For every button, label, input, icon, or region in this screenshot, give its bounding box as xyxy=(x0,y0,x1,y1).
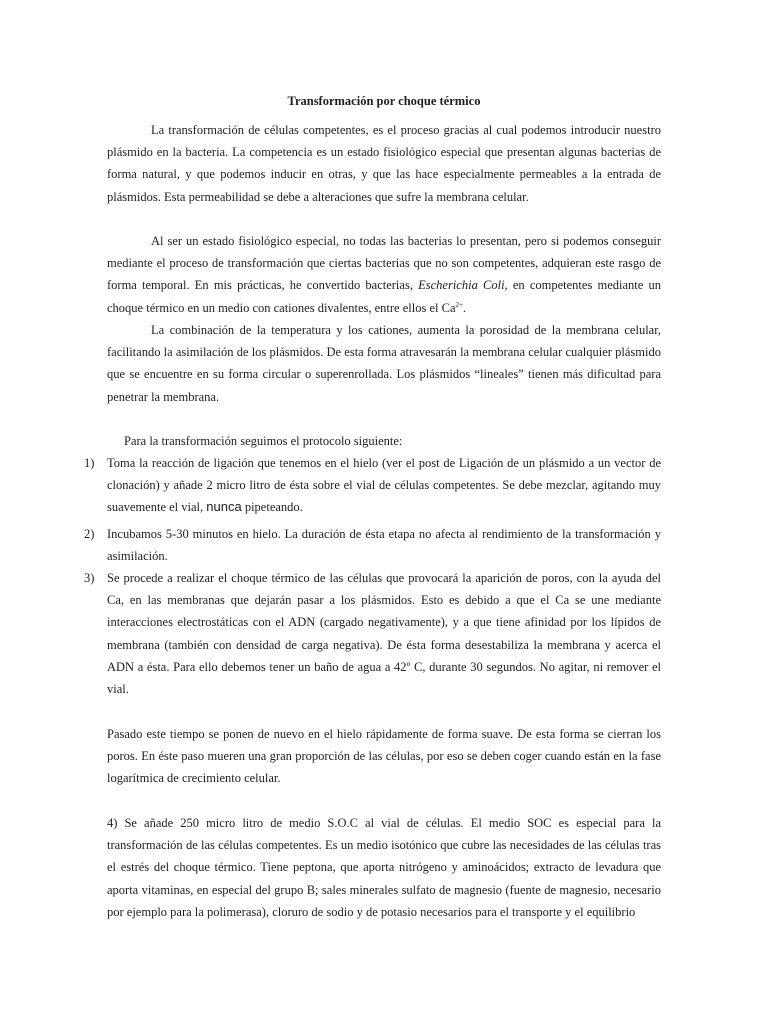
list-item-step-2 xyxy=(84,523,661,567)
paragraph-after-shock: Pasado este tiempo se ponen de nuevo en el hielo rápidamente de forma suave. De esta forma se cierran los poros. En éste paso mueren una gran proporción de las células, por eso se deben coger cuando están en la fase logarítmica de crecimiento celular. xyxy=(107,727,661,786)
paragraph-text: Al ser un estado fisiológico especial, no todas las bacterias lo presentan, pero si podemos conseguir mediante el proceso de transformación que ciertas bacterias que no son competentes, adquieran este rasgo de forma temporal. En mis prácticas, he convertido bacterias, xyxy=(107,234,661,293)
step-text: pipeteando. xyxy=(241,500,303,515)
paragraph-combination: La combinación de la temperatura y los cationes, aumenta la porosidad de la membrana celular, facilitando la asimilación de los plásmidos. De esta forma atravesarán la membrana celular cualquier plásmido que se encuentre en su forma circular o superenrollada. Los plásmidos “lineales” tienen más dificultad para penetrar la membrana. xyxy=(107,323,661,404)
list-number: 1) xyxy=(84,456,95,470)
superscript-charge: 2+ xyxy=(455,300,463,309)
paragraph-end: . xyxy=(462,300,467,315)
list-item-step-3 xyxy=(84,567,661,700)
emphasis-word: nunca xyxy=(206,499,242,515)
step-text: Se procede a realizar el choque térmico de las células que provocará la aparición de poros, con la ayuda del Ca, en las membranas que dejarán pasar a los plásmidos. Esto es debido a que el Ca se une mediante interacciones electrostáticas con el ADN (cargado negativamente), y a que tiene afinidad por los lípidos de membrana (también con densidad de carga negativa). De ésta forma desestabiliza la membrana y acerca el ADN a ésta. Para ello debemos tener un baño de agua a 42º C, durante 30 segundos. No agitar, ni remover el vial. xyxy=(107,571,661,697)
paragraph-physiological-state xyxy=(107,230,661,319)
list-number: 3) xyxy=(84,571,95,585)
document-title: Transformación por choque térmico xyxy=(287,94,481,108)
list-number: 2) xyxy=(84,527,95,541)
species-name: Escherichia Coli, xyxy=(418,278,508,293)
step-text: Toma la reacción de ligación que tenemos en el hielo (ver el post de Ligación de un plásmido a un vector de clonación) y añade 2 micro litro de ésta sobre el vial de células competentes. Se debe mezclar, agitando muy suavemente el vial, xyxy=(107,456,661,515)
paragraph-text: en competentes mediante un choque térmico en un medio con cationes divalentes, entre ellos el Ca xyxy=(107,278,661,315)
paragraph-step-4: 4) Se añade 250 micro litro de medio S.O.C al vial de células. El medio SOC es especial para la transformación de las células competentes. Es un medio isotónico que cubre las necesidades de las células tras el estrés del choque térmico. Tiene peptona, que aporta nitrógeno y aminoácidos; extracto de levadura que aporta vitaminas, en especial del grupo B; sales minerales sulfato de magnesio (fuente de magnesio, necesario por ejemplo para la polimerasa), cloruro de sodio y de potasio necesarios para el transporte y el equilibrio xyxy=(107,816,661,919)
step-text: Incubamos 5-30 minutos en hielo. La duración de ésta etapa no afecta al rendimiento de la transformación y asimilación. xyxy=(107,527,661,564)
list-item-step-1 xyxy=(84,452,661,519)
protocol-intro: Para la transformación seguimos el protocolo siguiente: xyxy=(124,434,403,448)
paragraph-intro: La transformación de células competentes, es el proceso gracias al cual podemos introducir nuestro plásmido en la bacteria. La competencia es un estado fisiológico especial que presentan algunas bacterias de forma natural, y que podemos inducir en otras, y que las hace especialmente permeables a la entrada de plásmidos. Esta permeabilidad se debe a alteraciones que sufre la membrana celular. xyxy=(107,123,661,204)
